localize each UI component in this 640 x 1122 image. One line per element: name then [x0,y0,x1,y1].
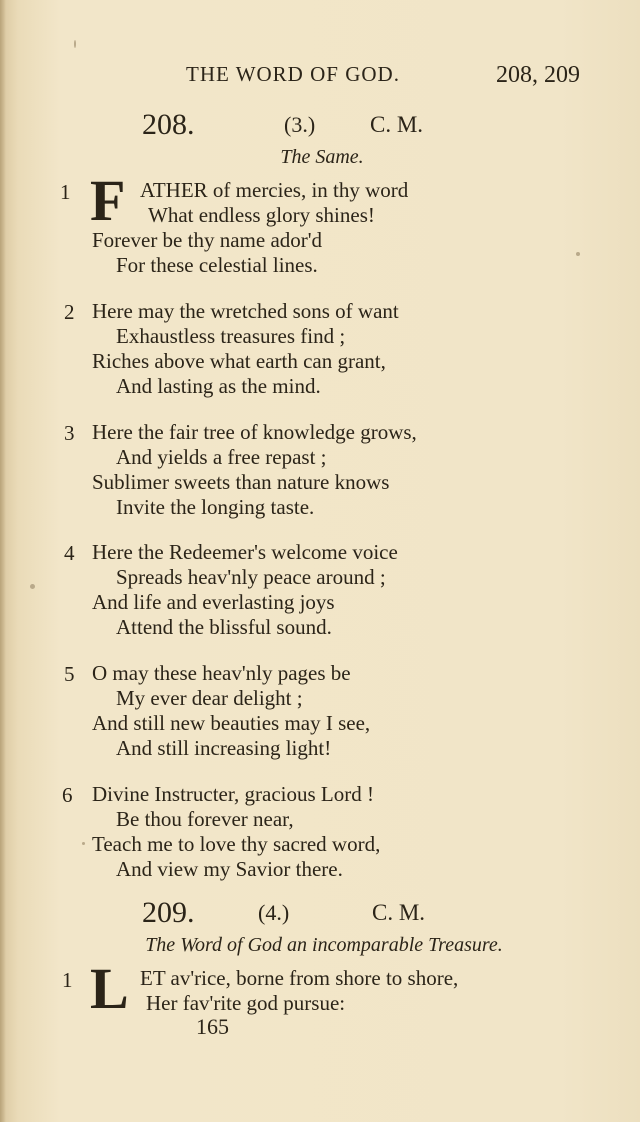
verse-line: And life and everlasting joys [92,590,335,614]
drop-cap: L [90,956,129,1021]
paper-speck [30,584,35,589]
verse-number: 6 [62,783,73,807]
page-numbers: 208, 209 [496,62,580,88]
hymn-meter: C. M. [370,112,424,137]
verse-line: And lasting as the mind. [116,374,321,398]
running-head: THE WORD OF GOD. [186,62,400,86]
verse-number: 4 [64,541,75,565]
verse-line: Here may the wretched sons of want [92,299,399,323]
verse-line: What endless glory shines! [148,203,375,227]
verse-line: ATHER of mercies, in thy word [140,178,409,202]
verse-line: Forever be thy name ador'd [92,228,323,252]
hymn-209-header [0,896,640,930]
verse-number: 3 [64,421,75,445]
verse-line: Her fav'rite god pursue: [146,991,346,1015]
verse-line: Here the Redeemer's welcome voice [92,540,398,564]
verse-line: Spreads heav'nly peace around ; [116,565,386,589]
verse-line: My ever dear delight ; [116,686,303,710]
drop-cap: F [90,168,126,233]
hymn-subtitle: The Same. [280,146,364,168]
paper-speck [74,40,76,48]
verse-line: Exhaustless treasures find ; [116,324,346,348]
hymn-meter: C. M. [372,900,426,925]
verse-number: 2 [64,300,75,324]
verse-line: Teach me to love thy sacred word, [92,832,381,856]
hymn-208-header [0,108,640,142]
paper-speck [576,252,580,256]
verse-line: And view my Savior there. [116,857,343,881]
hymn-tune-number: (3.) [284,112,316,137]
verse-number: 1 [62,968,73,992]
hymn-subtitle: The Word of God an incomparable Treasure. [145,934,503,956]
hymn-number: 209. [142,896,195,929]
verse-line: Divine Instructer, gracious Lord ! [92,782,374,806]
verse-line: And yields a free repast ; [116,445,327,469]
verse-line: Riches above what earth can grant, [92,349,386,373]
verse-number: 1 [60,180,71,204]
verse-line: And still increasing light! [116,736,332,760]
paper-speck [82,842,85,845]
verse-line: Invite the longing taste. [116,495,315,519]
verse-line: And still new beauties may I see, [92,711,371,735]
page-folio: 165 [196,1014,229,1039]
verse-line: Attend the blissful sound. [116,615,332,639]
verse-line: ET av'rice, borne from shore to shore, [140,966,459,990]
verse-line: Sublimer sweets than nature knows [92,470,390,494]
hymn-number: 208. [142,108,195,141]
verse-line: Be thou forever near, [116,807,294,831]
verse-line: O may these heav'nly pages be [92,661,351,685]
hymn-tune-number: (4.) [258,900,290,925]
verse-line: For these celestial lines. [116,253,318,277]
verse-number: 5 [64,662,75,686]
verse-line: Here the fair tree of knowledge grows, [92,420,417,444]
